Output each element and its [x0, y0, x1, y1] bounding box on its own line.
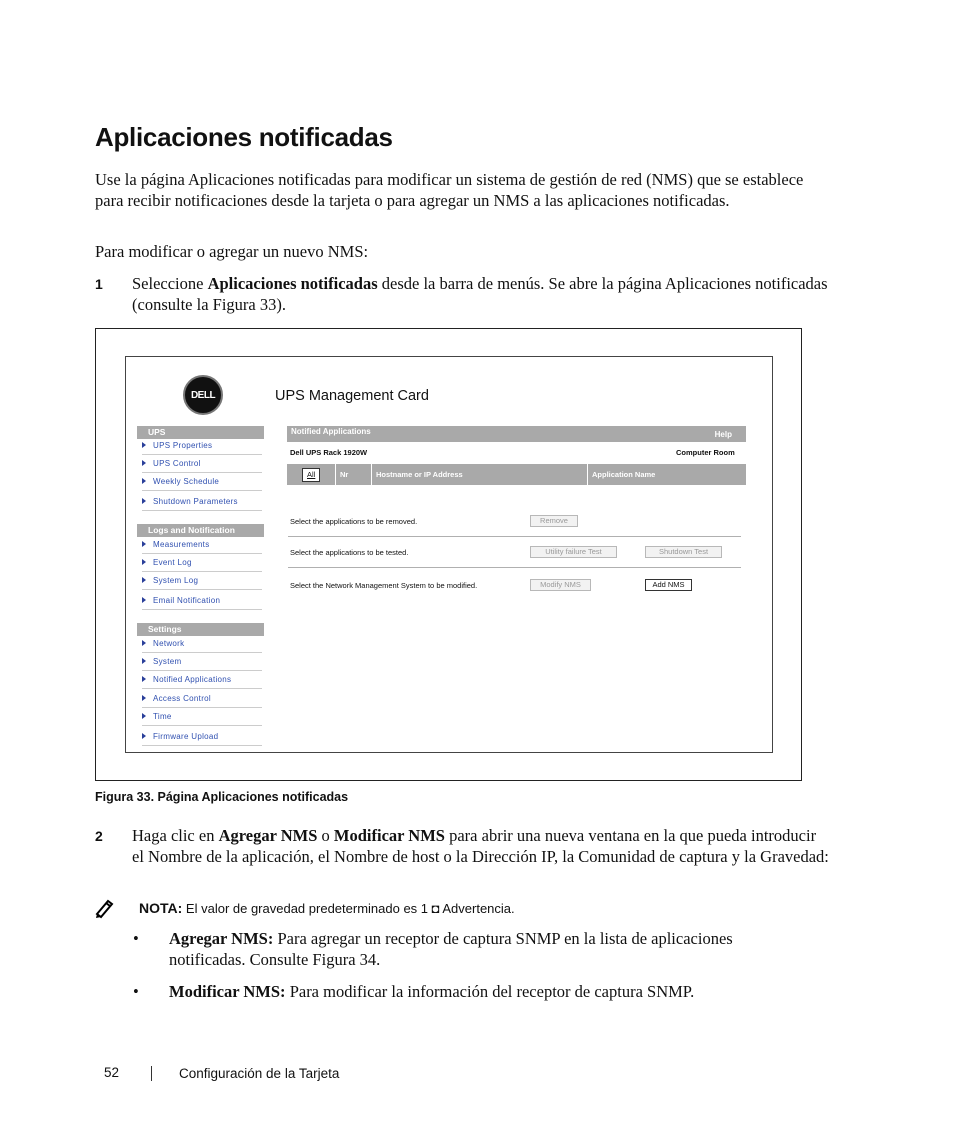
modify-label: Select the Network Management System to be modified. [290, 581, 478, 590]
step-1-pre: Seleccione [132, 274, 204, 293]
sidebar-item-firmware-upload[interactable]: Firmware Upload [142, 729, 262, 746]
ups-card-screenshot [125, 356, 773, 753]
column-hostname: Hostname or IP Address [372, 464, 588, 485]
panel-title: Notified Applications [291, 427, 371, 436]
select-all-button[interactable]: All [303, 469, 319, 481]
arrow-right-icon [142, 498, 146, 504]
bullet-add-nms: Agregar NMS: Para agregar un receptor de captura SNMP en la lista de aplicaciones notificadas. Consulte Figura 34. [169, 929, 733, 969]
step-1-number: 1 [95, 276, 103, 292]
sidebar-item-notified-applications[interactable]: Notified Applications [142, 672, 262, 689]
modify-nms-button[interactable]: Modify NMS [530, 579, 591, 591]
sidebar-item-system[interactable]: System [142, 654, 262, 671]
sidebar-item-access-control[interactable]: Access Control [142, 691, 262, 708]
remove-button[interactable]: Remove [530, 515, 578, 527]
help-link[interactable]: Help [714, 430, 732, 439]
column-application-name: Application Name [588, 464, 746, 485]
arrow-right-icon [142, 640, 146, 646]
figure-caption: Figura 33. Página Aplicaciones notificadas [95, 790, 349, 804]
sidebar-item-email-notification[interactable]: Email Notification [142, 593, 262, 610]
page-number: 52 [104, 1065, 120, 1080]
sidebar-section-settings: Settings [137, 623, 264, 636]
bullet-mark: • [133, 982, 139, 1001]
note [139, 900, 515, 916]
step-1-text [132, 273, 832, 315]
footer-divider [151, 1066, 152, 1081]
sidebar-item-time[interactable]: Time [142, 709, 262, 726]
column-all [287, 464, 336, 485]
arrow-right-icon [142, 460, 146, 466]
arrow-right-icon [142, 442, 146, 448]
sidebar-item-measurements[interactable]: Measurements [142, 537, 262, 554]
arrow-right-icon [142, 733, 146, 739]
sidebar-section-logs: Logs and Notification [137, 524, 264, 537]
intro-paragraph: Use la página Aplicaciones notificadas para modificar un sistema de gestión de red (NMS) que se establece para recibir notificaciones desde la tarjeta o para agregar un NMS a las aplicaciones notificadas. [95, 170, 804, 210]
pencil-icon [94, 897, 116, 919]
step-1-bold: Aplicaciones notificadas [207, 274, 378, 293]
arrow-right-icon [142, 559, 146, 565]
lead-paragraph: Para modificar o agregar un nuevo NMS: [95, 242, 369, 261]
divider [288, 536, 741, 537]
page-title: Aplicaciones notificadas [95, 122, 393, 152]
sidebar-item-event-log[interactable]: Event Log [142, 555, 262, 572]
app-title: UPS Management Card [275, 388, 429, 404]
device-location: Computer Room [676, 448, 735, 457]
utility-failure-test-button[interactable]: Utility failure Test [530, 546, 617, 558]
bullet-mark: • [133, 929, 139, 948]
arrow-right-icon [142, 658, 146, 664]
bullet-modify-nms: Modificar NMS: Para modificar la información del receptor de captura SNMP. [169, 982, 695, 1001]
add-nms-button[interactable]: Add NMS [645, 579, 692, 591]
arrow-right-icon [142, 541, 146, 547]
sidebar-item-weekly-schedule[interactable]: Weekly Schedule [142, 474, 262, 491]
remove-label: Select the applications to be removed. [290, 517, 418, 526]
note-text: El valor de gravedad predeterminado es 1 ◘ Advertencia. [185, 901, 515, 916]
dell-logo: DELL [183, 375, 223, 415]
test-label: Select the applications to be tested. [290, 548, 409, 557]
divider [288, 567, 741, 568]
column-nr: Nr [336, 464, 372, 485]
footer-section: Configuración de la Tarjeta [179, 1066, 340, 1081]
sidebar-item-ups-properties[interactable]: UPS Properties [142, 438, 262, 455]
sidebar-item-shutdown-parameters[interactable]: Shutdown Parameters [142, 494, 262, 511]
panel-title-bar [287, 426, 746, 442]
sidebar-section-ups: UPS [137, 426, 264, 439]
arrow-right-icon [142, 577, 146, 583]
arrow-right-icon [142, 695, 146, 701]
arrow-right-icon [142, 597, 146, 603]
arrow-right-icon [142, 713, 146, 719]
note-label: NOTA: [139, 900, 183, 916]
device-name: Dell UPS Rack 1920W [290, 448, 368, 457]
sidebar-item-network[interactable]: Network [142, 636, 262, 653]
sidebar-item-system-log[interactable]: System Log [142, 573, 262, 590]
arrow-right-icon [142, 676, 146, 682]
sidebar-item-ups-control[interactable]: UPS Control [142, 456, 262, 473]
arrow-right-icon [142, 478, 146, 484]
step-2-number: 2 [95, 828, 103, 844]
step-2-text: Haga clic en Agregar NMS o Modificar NMS para abrir una nueva ventana en la que pueda introducir el Nombre de la aplicación, el Nombre de host o la Dirección IP, la Comunidad de captura y la Gravedad: [132, 826, 829, 866]
step-1-post: desde la barra de menús. Se abre la página Aplicaciones notificadas (consulte la Figura 33). [132, 274, 828, 314]
shutdown-test-button[interactable]: Shutdown Test [645, 546, 722, 558]
